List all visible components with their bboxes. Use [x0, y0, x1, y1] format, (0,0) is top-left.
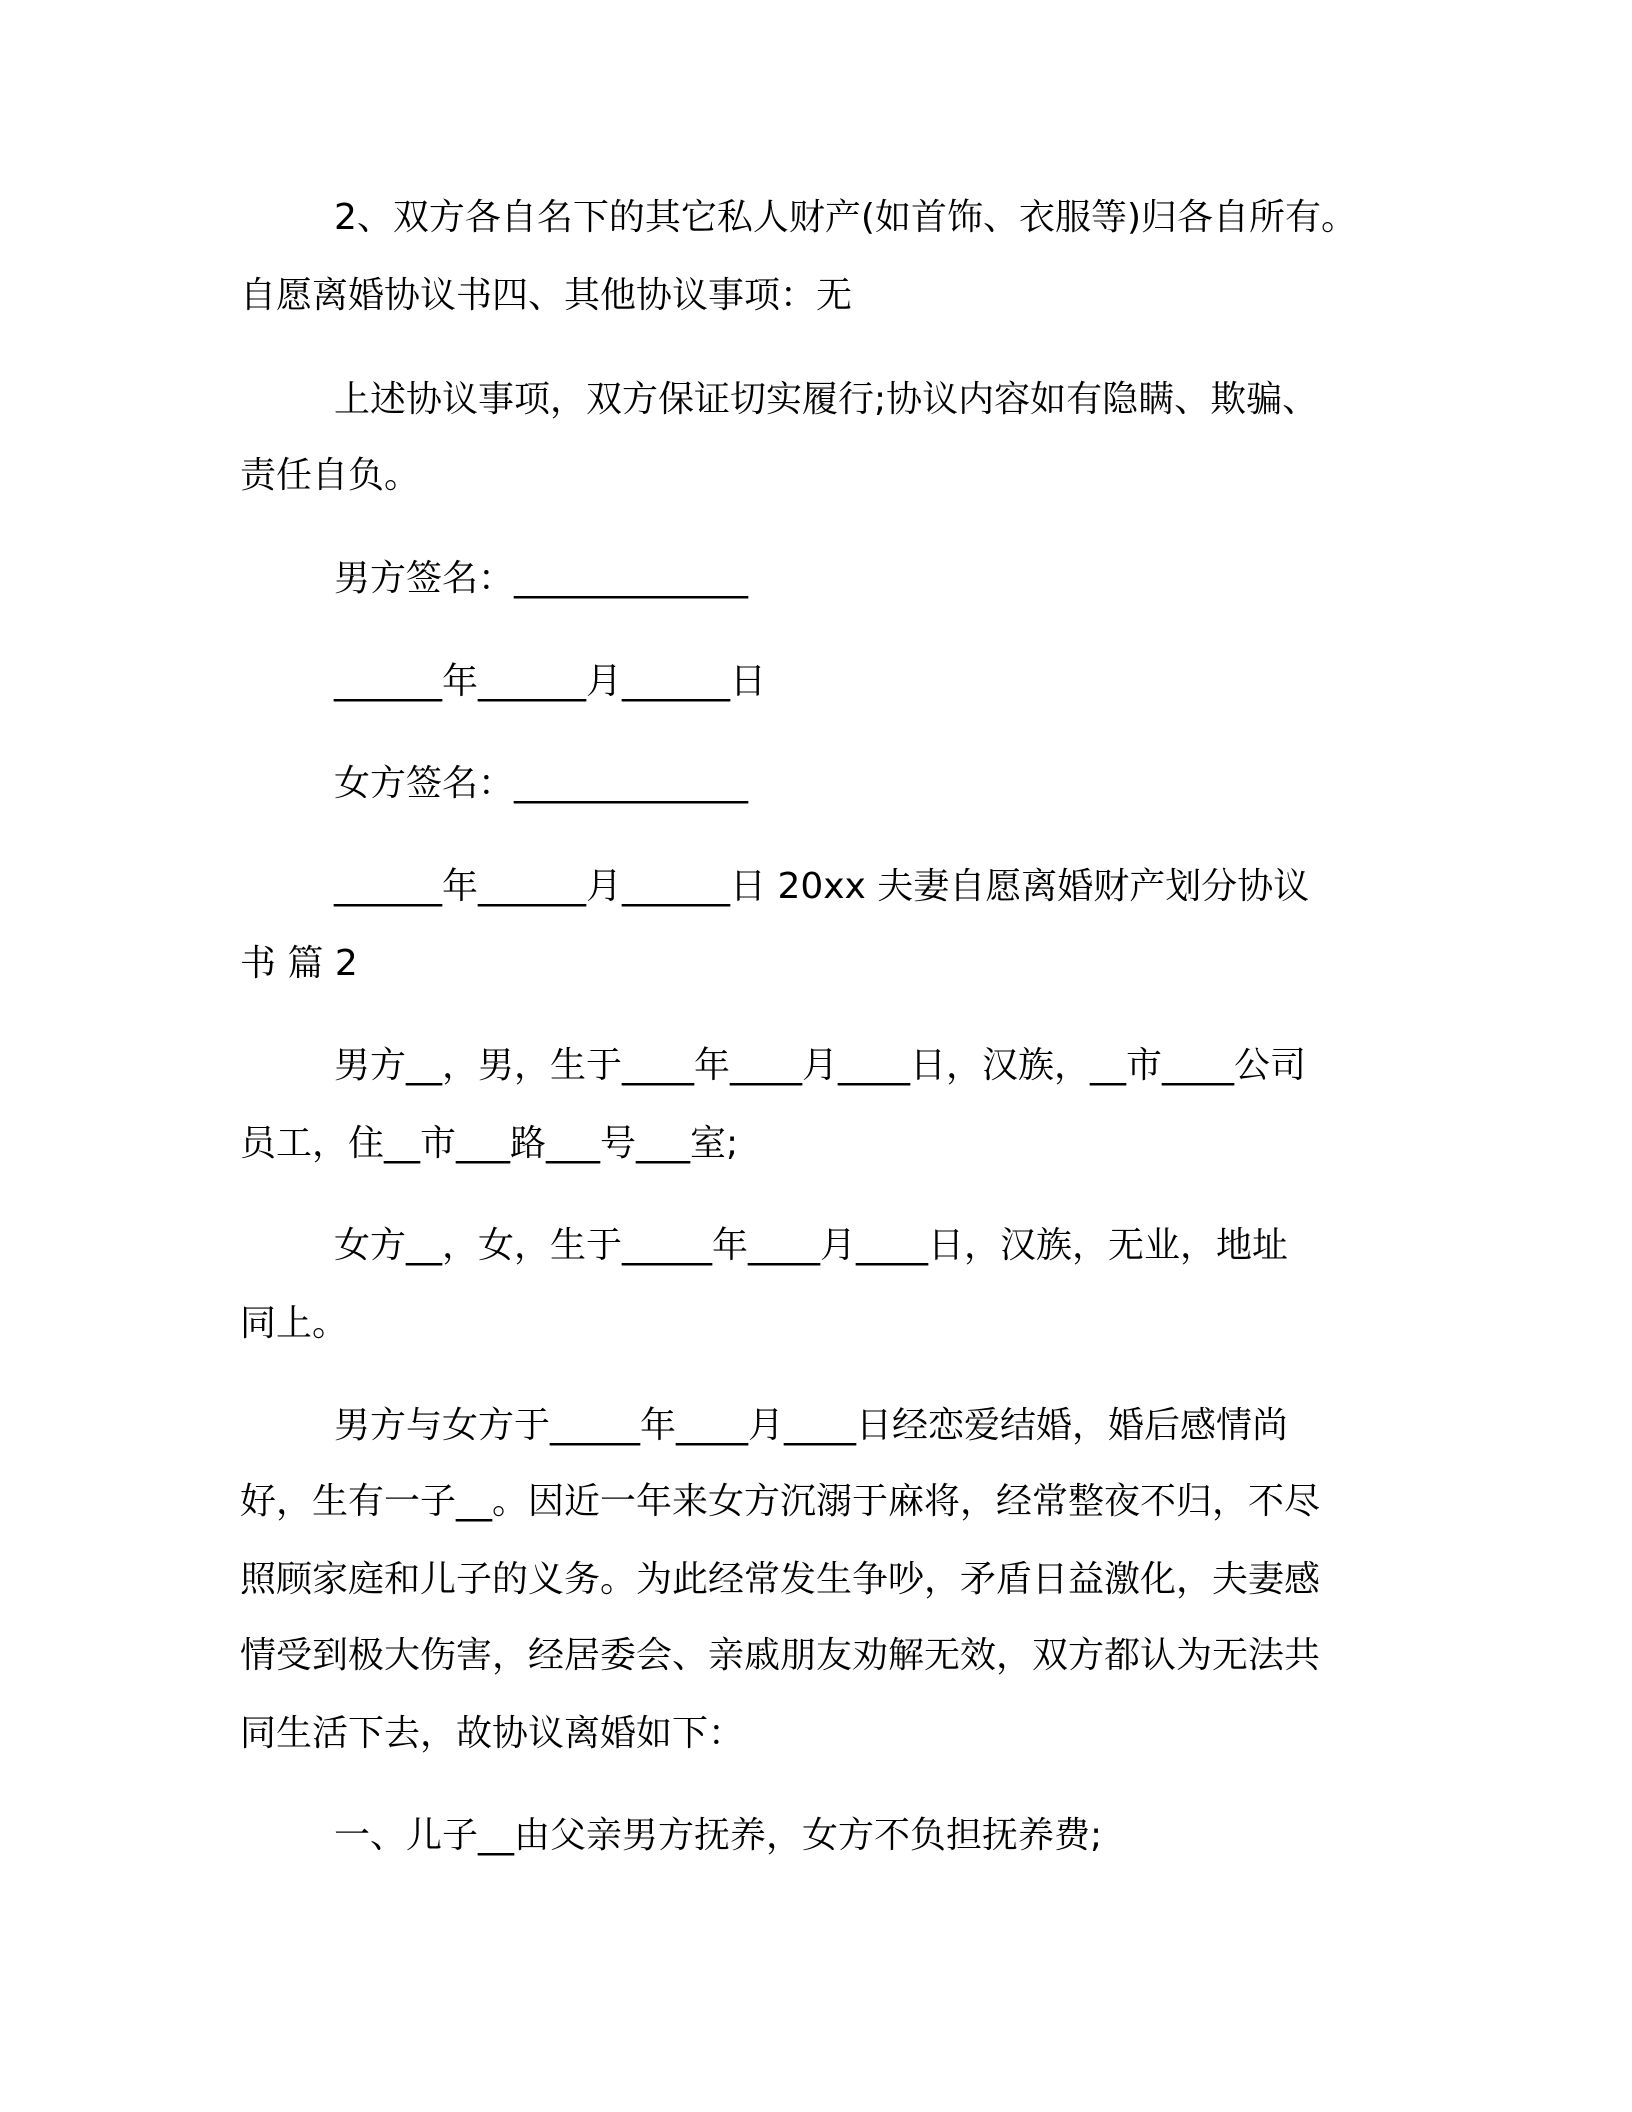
paragraph-marriage-line-1: 男方与女方于_____年____月____日经恋爱结婚，婚后感情尚 — [334, 1405, 1289, 1446]
paragraph-guarantee-line-2: 责任自负。 — [240, 455, 421, 496]
paragraph-other-matters: 自愿离婚协议书四、其他协议事项：无 — [240, 275, 853, 316]
paragraph-property-clause-2: 2、双方各自名下的其它私人财产(如首饰、衣服等)归各自所有。 — [334, 197, 1357, 238]
male-date-line: ______年______月______日 — [334, 661, 766, 702]
paragraph-marriage-line-4: 情受到极大伤害，经居委会、亲戚朋友劝解无效，双方都认为无法共 — [240, 1635, 1321, 1676]
paragraph-female-info-line-2: 同上。 — [240, 1303, 349, 1344]
male-signature-line: 男方签名：_____________ — [334, 558, 749, 599]
female-date-and-title-line: ______年______月______日 20xx 夫妻自愿离婚财产划分协议 — [334, 866, 1310, 907]
paragraph-male-info-line-1: 男方__，男，生于____年____月____日，汉族，__市____公司 — [334, 1045, 1307, 1086]
paragraph-marriage-line-5: 同生活下去，故协议离婚如下： — [240, 1713, 745, 1754]
female-signature-line: 女方签名：_____________ — [334, 763, 749, 804]
paragraph-guarantee-line-1: 上述协议事项，双方保证切实履行;协议内容如有隐瞒、欺骗、 — [334, 379, 1319, 420]
paragraph-marriage-line-2: 好，生有一子__。因近一年来女方沉溺于麻将，经常整夜不归，不尽 — [240, 1481, 1321, 1522]
paragraph-marriage-line-3: 照顾家庭和儿子的义务。为此经常发生争吵，矛盾日益激化，夫妻感 — [240, 1559, 1321, 1600]
paragraph-female-info-line-1: 女方__，女，生于_____年____月____日，汉族，无业，地址 — [334, 1225, 1289, 1266]
section-title-part-2: 书 篇 2 — [240, 943, 358, 984]
paragraph-male-info-line-2: 员工，住__市___路___号___室; — [240, 1123, 739, 1164]
clause-1-child-custody: 一、儿子__由父亲男方抚养，女方不负担抚养费; — [334, 1815, 1103, 1856]
